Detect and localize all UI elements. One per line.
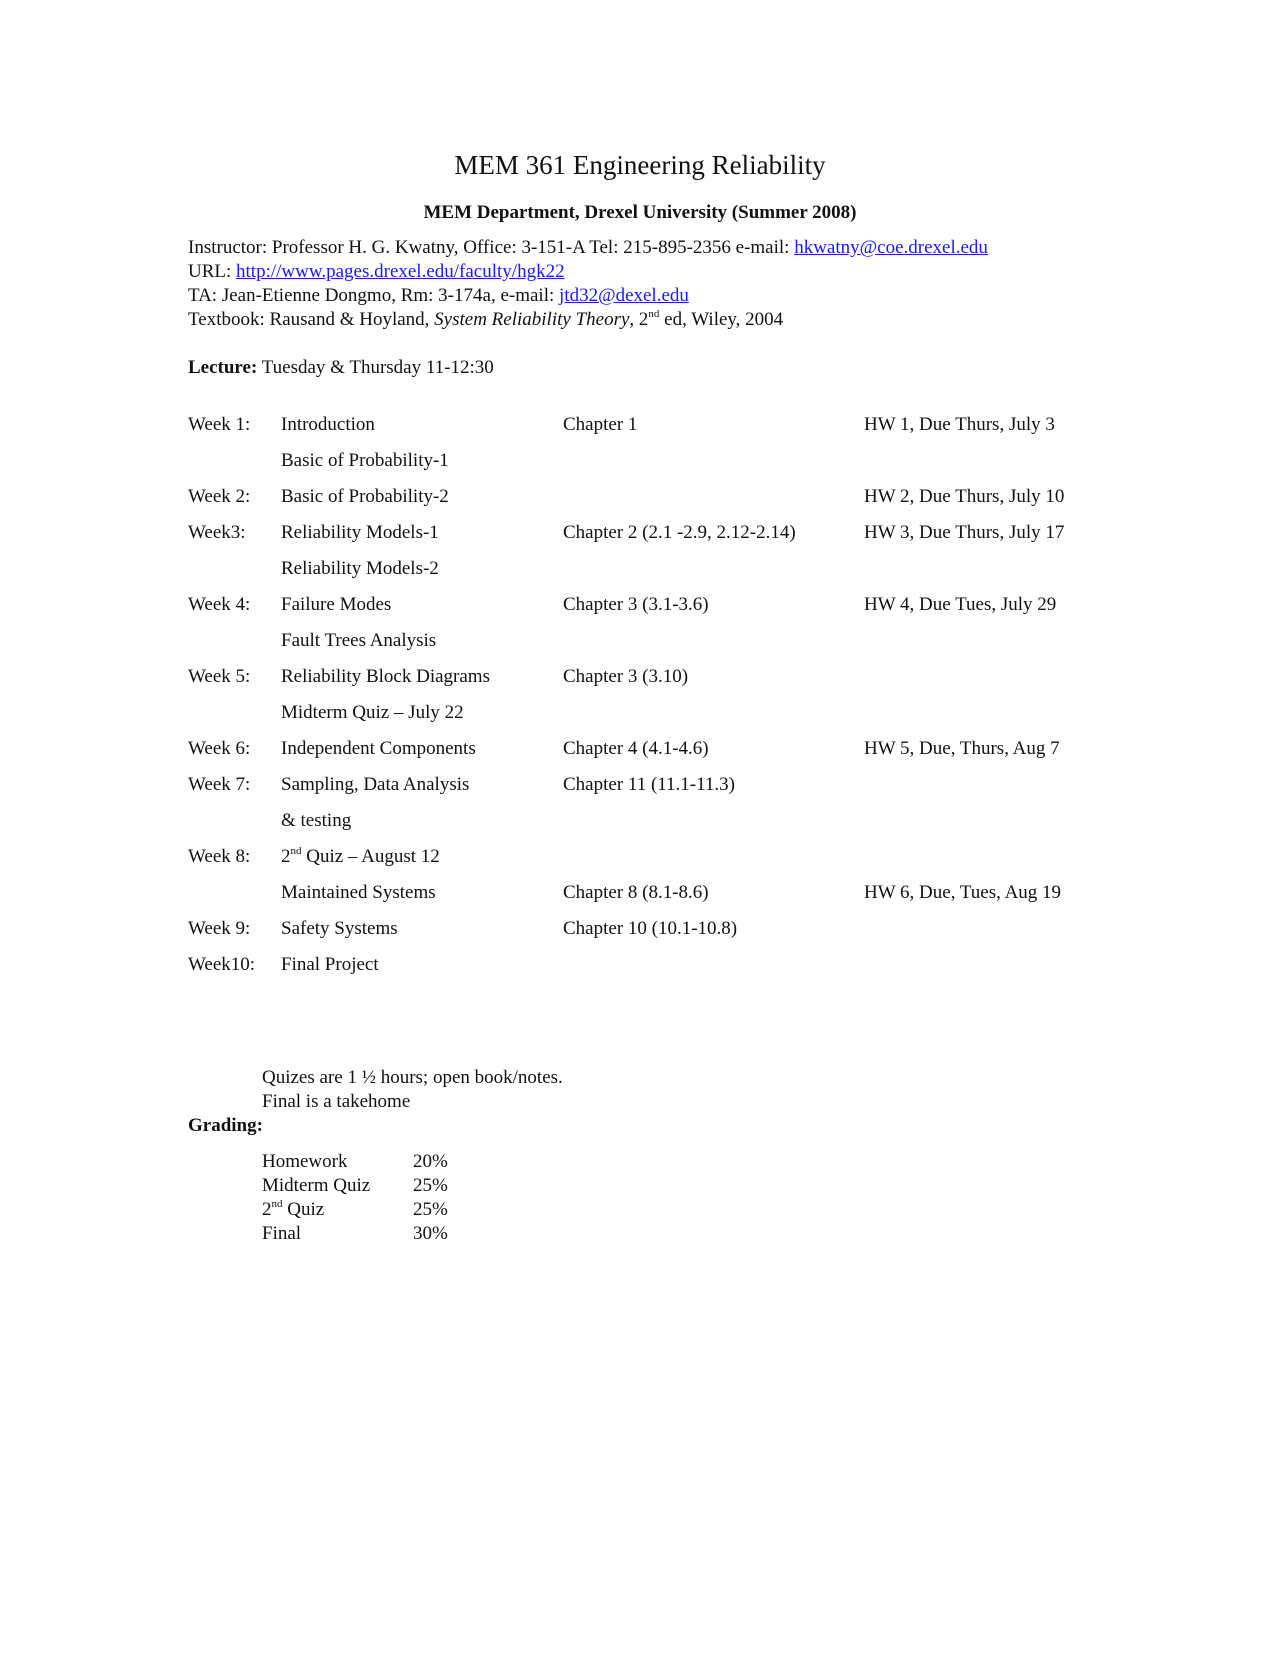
grade-percent: 20%: [413, 1151, 448, 1172]
grade-item-sup: nd: [271, 1198, 283, 1210]
instructor-text: Instructor: Professor H. G. Kwatny, Office: 3-151-A Tel: 215-895-2356 e-mail:: [188, 237, 795, 258]
lecture-time: Tuesday & Thursday 11-12:30: [257, 357, 494, 378]
week-cell: Week10:: [188, 954, 256, 975]
topic-cell: Failure Modes: [281, 594, 392, 615]
week-cell: Week 2:: [188, 486, 251, 507]
chapter-cell: Chapter 1: [563, 414, 638, 435]
topic-cell: Reliability Models-1: [281, 522, 439, 543]
topic-sup: nd: [290, 845, 302, 857]
textbook-title: System Reliability Theory: [434, 309, 630, 330]
grade-item-text: Quiz: [282, 1199, 325, 1220]
chapter-cell: Chapter 3 (3.1-3.6): [563, 594, 709, 615]
instructor-email-link[interactable]: hkwatny@coe.drexel.edu: [794, 237, 988, 258]
instructor-line: [188, 236, 988, 260]
week-cell: Week 9:: [188, 918, 251, 939]
textbook-edition-num: , 2: [629, 309, 649, 330]
homework-cell: HW 5, Due, Thurs, Aug 7: [864, 738, 1060, 759]
homework-cell: HW 2, Due Thurs, July 10: [864, 486, 1065, 507]
week-cell: Week 5:: [188, 666, 251, 687]
ta-email-link[interactable]: jtd32@dexel.edu: [559, 285, 689, 306]
chapter-cell: Chapter 2 (2.1 -2.9, 2.12-2.14): [563, 522, 796, 543]
lecture-label: Lecture:: [188, 357, 258, 378]
grade-percent: 30%: [413, 1223, 448, 1244]
course-url-link[interactable]: http://www.pages.drexel.edu/faculty/hgk22: [236, 261, 565, 282]
chapter-cell: Chapter 8 (8.1-8.6): [563, 882, 709, 903]
topic-cell: Reliability Block Diagrams: [281, 666, 490, 687]
topic-cell: [281, 846, 440, 868]
grade-item: Midterm Quiz: [262, 1175, 371, 1196]
topic-cell: Independent Components: [281, 738, 476, 759]
ta-line: [188, 284, 988, 308]
week-cell: Week 7:: [188, 774, 251, 795]
topic-text: Quiz – August 12: [301, 846, 440, 867]
url-line: [188, 260, 988, 284]
grade-item-num: 2: [262, 1199, 272, 1220]
week-cell: Week 8:: [188, 846, 251, 867]
textbook-prefix: Textbook: Rausand & Hoyland,: [188, 309, 435, 330]
week-cell: Week 1:: [188, 414, 251, 435]
topic-cell: Safety Systems: [281, 918, 398, 939]
grade-percent: 25%: [413, 1199, 448, 1220]
homework-cell: HW 1, Due Thurs, July 3: [864, 414, 1055, 435]
topic-cell: Maintained Systems: [281, 882, 436, 903]
grade-item: Final: [262, 1223, 302, 1244]
quiz-notes: [262, 1066, 563, 1114]
topic-cell: Basic of Probability-1: [281, 450, 449, 471]
chapter-cell: Chapter 3 (3.10): [563, 666, 689, 687]
topic-cell: Final Project: [281, 954, 379, 975]
topic-cell: Basic of Probability-2: [281, 486, 449, 507]
topic-cell: Fault Trees Analysis: [281, 630, 437, 651]
grade-percent: 25%: [413, 1175, 448, 1196]
homework-cell: HW 4, Due Tues, July 29: [864, 594, 1057, 615]
topic-cell: & testing: [281, 810, 352, 831]
grading-label: Grading:: [188, 1115, 263, 1136]
page-subtitle: MEM Department, Drexel University (Summer 2008): [423, 202, 857, 223]
topic-cell: Introduction: [281, 414, 375, 435]
lecture-line: [188, 356, 494, 380]
textbook-suffix: ed, Wiley, 2004: [659, 309, 784, 330]
url-label: URL:: [188, 261, 237, 282]
grade-item: Homework: [262, 1151, 348, 1172]
page-title: MEM 361 Engineering Reliability: [454, 150, 826, 180]
final-note: Final is a takehome: [262, 1091, 411, 1112]
week-cell: Week 6:: [188, 738, 251, 759]
course-info: [188, 236, 988, 332]
grade-item: [262, 1198, 324, 1222]
week-cell: Week3:: [188, 522, 246, 543]
topic-cell: Reliability Models-2: [281, 558, 439, 579]
chapter-cell: Chapter 10 (10.1-10.8): [563, 918, 738, 939]
quiz-note: Quizes are 1 ½ hours; open book/notes.: [262, 1067, 563, 1088]
topic-cell: Midterm Quiz – July 22: [281, 702, 464, 723]
chapter-cell: Chapter 11 (11.1-11.3): [563, 774, 736, 795]
topic-cell: Sampling, Data Analysis: [281, 774, 470, 795]
textbook-line: [188, 308, 988, 332]
homework-cell: HW 6, Due, Tues, Aug 19: [864, 882, 1062, 903]
chapter-cell: Chapter 4 (4.1-4.6): [563, 738, 709, 759]
week-cell: Week 4:: [188, 594, 251, 615]
ta-text: TA: Jean-Etienne Dongmo, Rm: 3-174a, e-mail:: [188, 285, 560, 306]
topic-num: 2: [281, 846, 291, 867]
homework-cell: HW 3, Due Thurs, July 17: [864, 522, 1065, 543]
textbook-edition-sup: nd: [648, 308, 660, 320]
